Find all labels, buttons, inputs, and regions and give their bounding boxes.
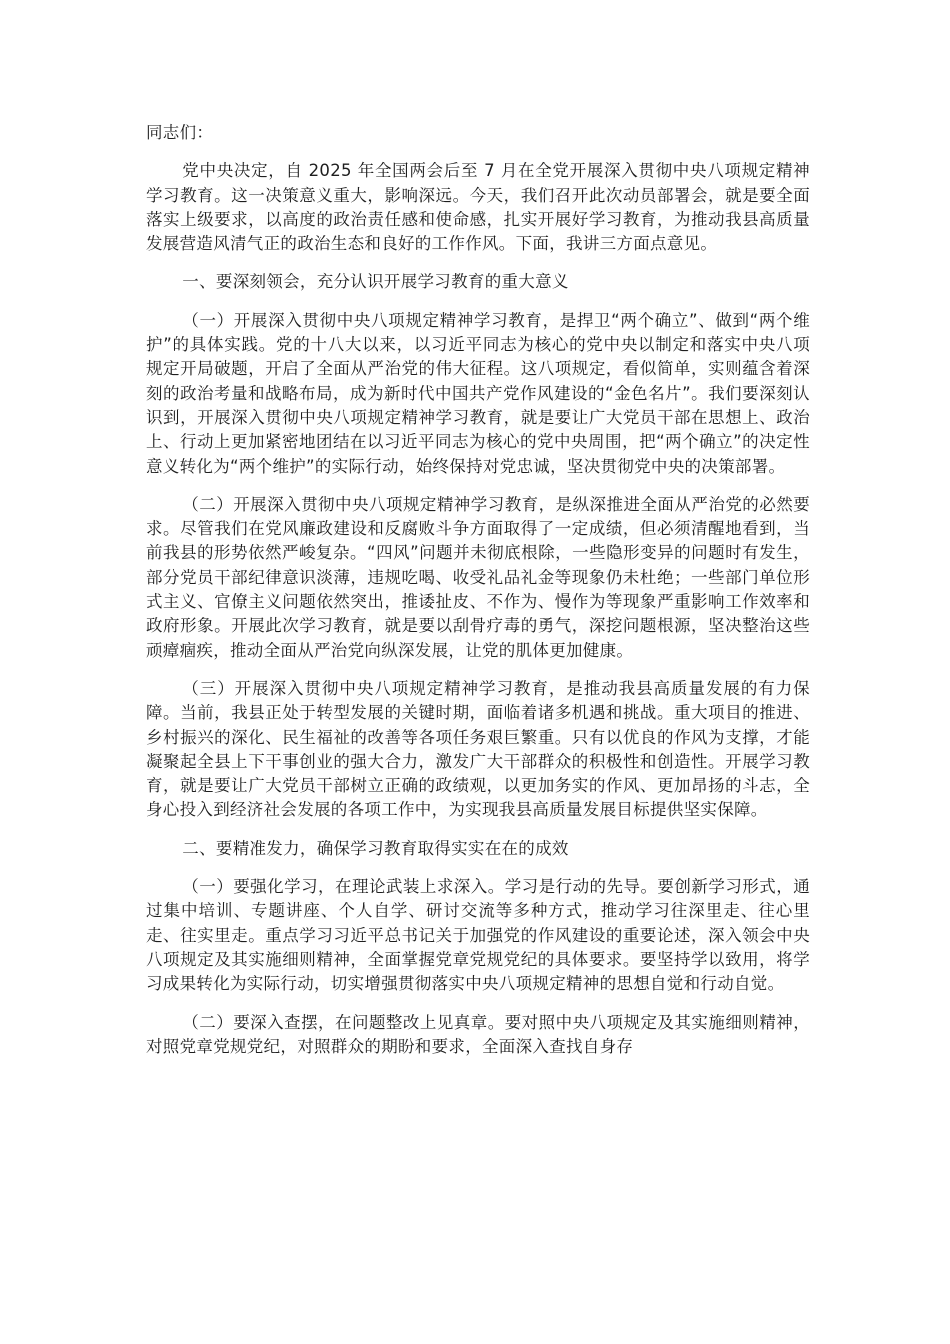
document-body [146, 121, 810, 1059]
section-heading-1: 一、要深刻领会，充分认识开展学习教育的重大意义 [182, 272, 569, 292]
section-2-point-1: （一）要强化学习，在理论武装上求深入。学习是行动的先导。要创新学习形式，通过集中培训、专题讲座、个人自学、研讨交流等多种方式，推动学习往深里走、往心里走、往实里走。重点学习习近平总书记关于加强党的作风建设的重要论述，深入领会中央八项规定及其实施细则精神，全面掌握党章党规党纪的具体要求。要坚持学以致用，将学习成果转化为实际行动，切实增强贯彻落实中央八项规定精神的思想自觉和行动自觉。 [146, 877, 810, 994]
section-2-point-2: （二）要深入查摆，在问题整改上见真章。要对照中央八项规定及其实施细则精神，对照党章党规党纪，对照群众的期盼和要求，全面深入查找自身存 [146, 1012, 810, 1056]
section-1-point-3: （三）开展深入贯彻中央八项规定精神学习教育，是推动我县高质量发展的有力保障。当前，我县正处于转型发展的关键时期，面临着诸多机遇和挑战。重大项目的推进、乡村振兴的深化、民生福祉的改善等各项任务艰巨繁重。只有以优良的作风为支撑，才能凝聚起全县上下干事创业的强大合力，激发广大干部群众的积极性和创造性。开展学习教育，就是要让广大党员干部树立正确的政绩观，以更加务实的作风、更加昂扬的斗志，全身心投入到经济社会发展的各项工作中，为实现我县高质量发展目标提供坚实保障。 [146, 678, 810, 820]
greeting: 同志们： [146, 123, 214, 142]
intro-paragraph: 党中央决定，自 2025 年全国两会后至 7 月在全党开展深入贯彻中央八项规定精神学习教育。这一决策意义重大，影响深远。今天，我们召开此次动员部署会，就是要全面落实上级要求，以高度的政治责任感和使命感，扎实开展好学习教育，为推动我县高质量发展营造风清气正的政治生态和良好的工作作风。下面，我讲三方面点意见。 [146, 161, 810, 254]
section-1-point-2: （二）开展深入贯彻中央八项规定精神学习教育，是纵深推进全面从严治党的必然要求。尽管我们在党风廉政建设和反腐败斗争方面取得了一定成绩，但必须清醒地看到，当前我县的形势依然严峻复杂。“四风”问题并未彻底根除，一些隐形变异的问题时有发生，部分党员干部纪律意识淡薄，违规吃喝、收受礼品礼金等现象仍未杜绝；一些部门单位形式主义、官僚主义问题依然突出，推诿扯皮、不作为、慢作为等现象严重影响工作效率和政府形象。开展此次学习教育，就是要以刮骨疗毒的勇气，深挖问题根源，坚决整治这些顽瘴痼疾，推动全面从严治党向纵深发展，让党的肌体更加健康。 [146, 494, 810, 660]
section-1-point-1: （一）开展深入贯彻中央八项规定精神学习教育，是捍卫“两个确立”、做到“两个维护”的具体实践。党的十八大以来，以习近平同志为核心的党中央以制定和落实中央八项规定开局破题，开启了全面从严治党的伟大征程。这八项规定，看似简单，实则蕴含着深刻的政治考量和战略布局，成为新时代中国共产党作风建设的“金色名片”。我们要深刻认识到，开展深入贯彻中央八项规定精神学习教育，就是要让广大党员干部在思想上、政治上、行动上更加紧密地团结在以习近平同志为核心的党中央周围，把“两个确立”的决定性意义转化为“两个维护”的实际行动，始终保持对党忠诚，坚决贯彻党中央的决策部署。 [146, 310, 810, 476]
section-heading-2: 二、要精准发力，确保学习教育取得实实在在的成效 [182, 838, 569, 858]
